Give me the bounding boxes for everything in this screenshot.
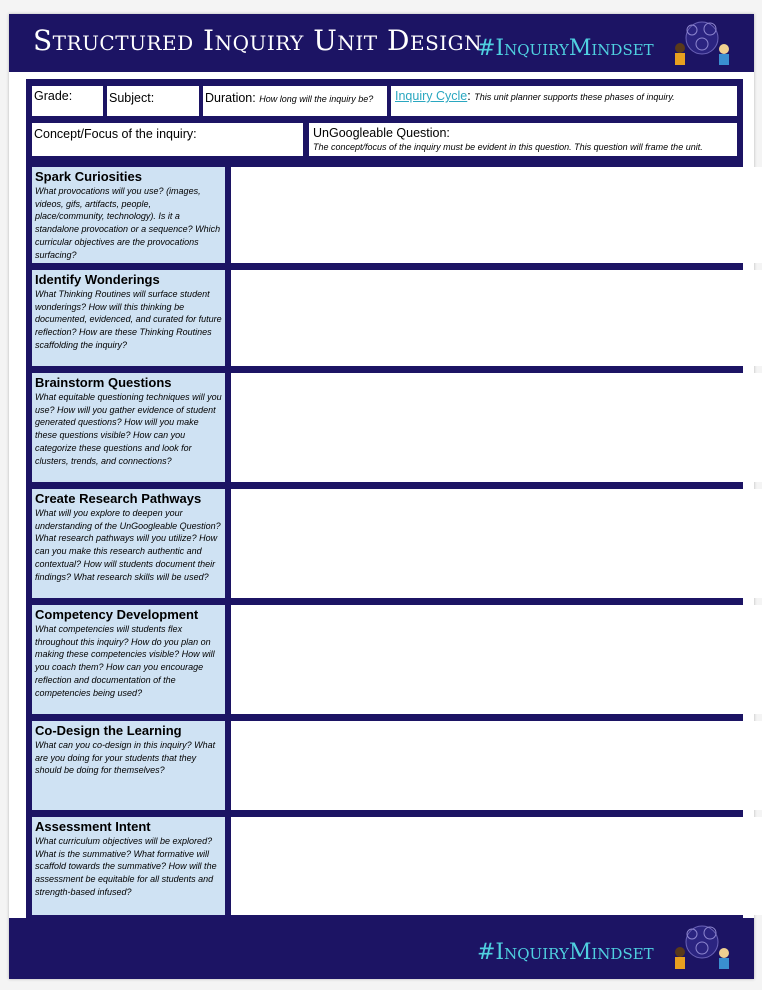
phase-title: Brainstorm Questions: [35, 375, 172, 390]
phase-prompt: What can you co-design in this inquiry? What are you doing for your students that they should be doing for themselves?: [35, 740, 216, 776]
phase-title: Spark Curiosities: [35, 169, 142, 184]
phase-prompt: What curriculum objectives will be explored? What is the summative? What formative will scaffold towards the summative? How will the assessment be equitable for all students and strength-based infused?: [35, 836, 217, 897]
subject-label: Subject:: [109, 91, 155, 105]
footer-bar: [9, 918, 754, 979]
footer-logo-icon: [666, 924, 738, 970]
logo-icon: [666, 20, 738, 66]
inquiry-cycle-colon: :: [467, 89, 471, 103]
phase-title: Co-Design the Learning: [35, 723, 182, 738]
duration-hint: How long will the inquiry be?: [259, 94, 374, 104]
phase-prompt: What competencies will students flex throughout this inquiry? How do you plan on making these competencies visible? How will you coach them? How can you encourage reflection and documentation of the competencies being used?: [35, 624, 215, 698]
phase-prompt: What provocations will you use? (images, videos, gifs, artifacts, people, place/community, technology). Is it a standalone provocation or a sequence? Which curricular objectives are the provocations surfacing?: [35, 186, 221, 260]
duration-field[interactable]: [203, 86, 387, 116]
answer-assessment-intent[interactable]: [231, 817, 762, 915]
planner-grid: [26, 79, 743, 920]
ungoogleable-question-field[interactable]: [309, 123, 737, 156]
answer-identify-wonderings[interactable]: [231, 270, 762, 366]
phase-title: Create Research Pathways: [35, 491, 202, 506]
footer-hashtag: #InquiryMindset: [477, 940, 654, 965]
header-bar: [9, 14, 754, 72]
inquiry-cycle-hint: This unit planner supports these phases of inquiry.: [474, 92, 675, 102]
phase-create-research-pathways: [32, 489, 225, 598]
grade-field[interactable]: [32, 86, 103, 116]
concept-focus-field[interactable]: [32, 123, 303, 156]
inquiry-cycle-link[interactable]: Inquiry Cycle: [395, 89, 468, 103]
phase-prompt: What equitable questioning techniques will you use? How will you gather evidence of student generated questions? How will you make these questions visible? How can you categorize these questions and look for clusters, trends, and connections?: [35, 392, 222, 466]
phase-spark-curiosities: [32, 167, 225, 263]
ungoogleable-question-hint: The concept/focus of the inquiry must be evident in this question. This question will frame the unit.: [313, 142, 703, 152]
phase-prompt: What will you explore to deepen your understanding of the UnGoogleable Question? What research pathways will you utilize? How can you make this research authentic and contextual? How will students document their findings? What research skills will be used?: [35, 508, 221, 582]
ungoogleable-question-label: UnGoogleable Question:: [313, 126, 450, 140]
concept-focus-label: Concept/Focus of the inquiry:: [34, 127, 197, 141]
phase-identify-wonderings: [32, 270, 225, 366]
page-title: Structured Inquiry Unit Design: [33, 24, 483, 57]
phase-competency-development: [32, 605, 225, 714]
phase-title: Competency Development: [35, 607, 199, 622]
phase-assessment-intent: [32, 817, 225, 915]
inquiry-cycle-field: [391, 86, 737, 116]
answer-spark-curiosities[interactable]: [231, 167, 762, 263]
phase-prompt: What Thinking Routines will surface student wonderings? How will this thinking be documented, evidenced, and curated for future reflection? How are these Thinking Routines scaffolding the inquiry?: [35, 289, 222, 350]
duration-label: Duration:: [205, 91, 256, 105]
answer-brainstorm-questions[interactable]: [231, 373, 762, 482]
phase-brainstorm-questions: [32, 373, 225, 482]
answer-create-research-pathways[interactable]: [231, 489, 762, 598]
grade-label: Grade:: [34, 89, 73, 103]
phase-title: Identify Wonderings: [35, 272, 160, 287]
answer-competency-development[interactable]: [231, 605, 762, 714]
phase-title: Assessment Intent: [35, 819, 151, 834]
header-hashtag: #InquiryMindset: [477, 36, 654, 61]
phase-co-design-learning: [32, 721, 225, 810]
subject-field[interactable]: [107, 86, 199, 116]
answer-co-design-learning[interactable]: [231, 721, 762, 810]
